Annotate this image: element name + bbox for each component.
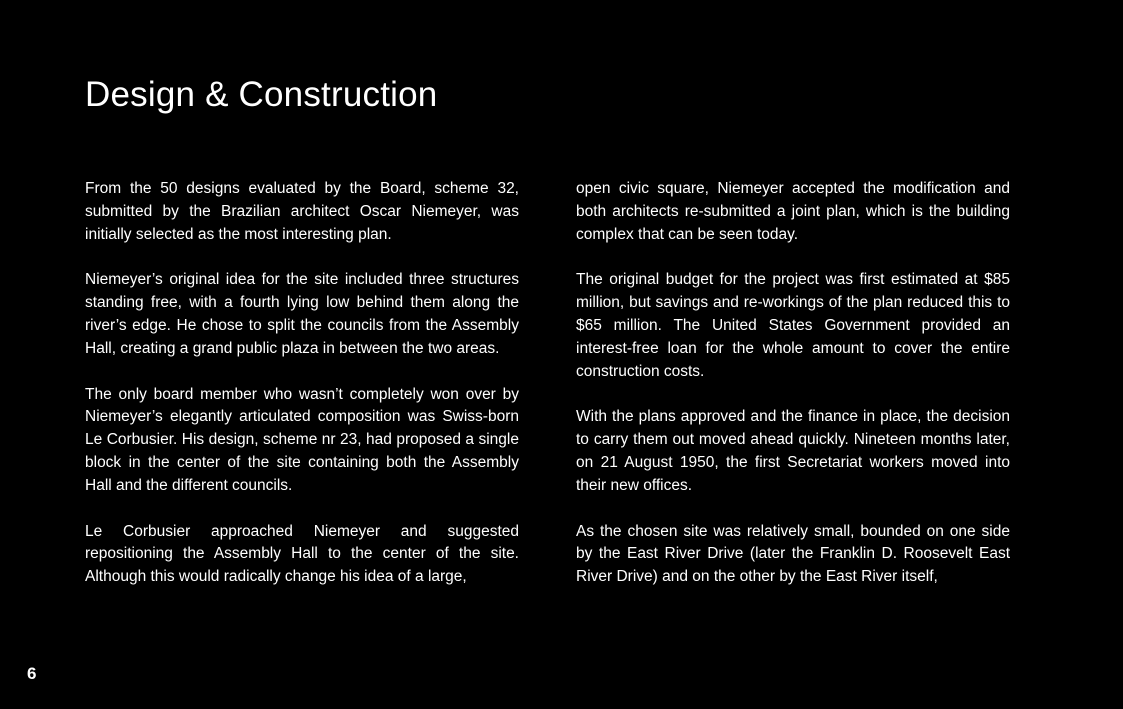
right-text-column [576, 178, 1010, 612]
page-title: Design & Construction [85, 75, 438, 114]
paragraph: As the chosen site was relatively small, bounded on one side by the East River Drive (later the Franklin D. Roosevelt East River Drive) and on the other by the East River itself, [576, 522, 1010, 586]
paragraph: The original budget for the project was first estimated at $85 million, but savings and re-workings of the plan reduced this to $65 million. The United States Government provided an interest-free loan for the whole amount to cover the entire construction costs. [576, 271, 1010, 380]
paragraph: Le Corbusier approached Niemeyer and suggested repositioning the Assembly Hall to the center of the site. Although this would radically change his idea of a large, [85, 522, 519, 586]
left-text-column [85, 178, 519, 612]
paragraph: With the plans approved and the finance in place, the decision to carry them out moved ahead quickly. Nineteen months later, on 21 August 1950, the first Secretariat workers moved into their new offices. [576, 408, 1010, 494]
paragraph: Niemeyer’s original idea for the site included three structures standing free, with a fourth lying low behind them along the river’s edge. He chose to split the councils from the Assembly Hall, creating a grand public plaza in between the two areas. [85, 271, 519, 357]
paragraph: open civic square, Niemeyer accepted the modification and both architects re-submitted a joint plan, which is the building complex that can be seen today. [576, 180, 1010, 243]
paragraph: The only board member who wasn’t completely won over by Niemeyer’s elegantly articulated composition was Swiss-born Le Corbusier. His design, scheme nr 23, had proposed a single block in the center of the site containing both the Assembly Hall and the different councils. [85, 385, 519, 494]
paragraph: From the 50 designs evaluated by the Board, scheme 32, submitted by the Brazilian architect Oscar Niemeyer, was initially selected as the most interesting plan. [85, 180, 519, 243]
page-number: 6 [27, 664, 37, 683]
